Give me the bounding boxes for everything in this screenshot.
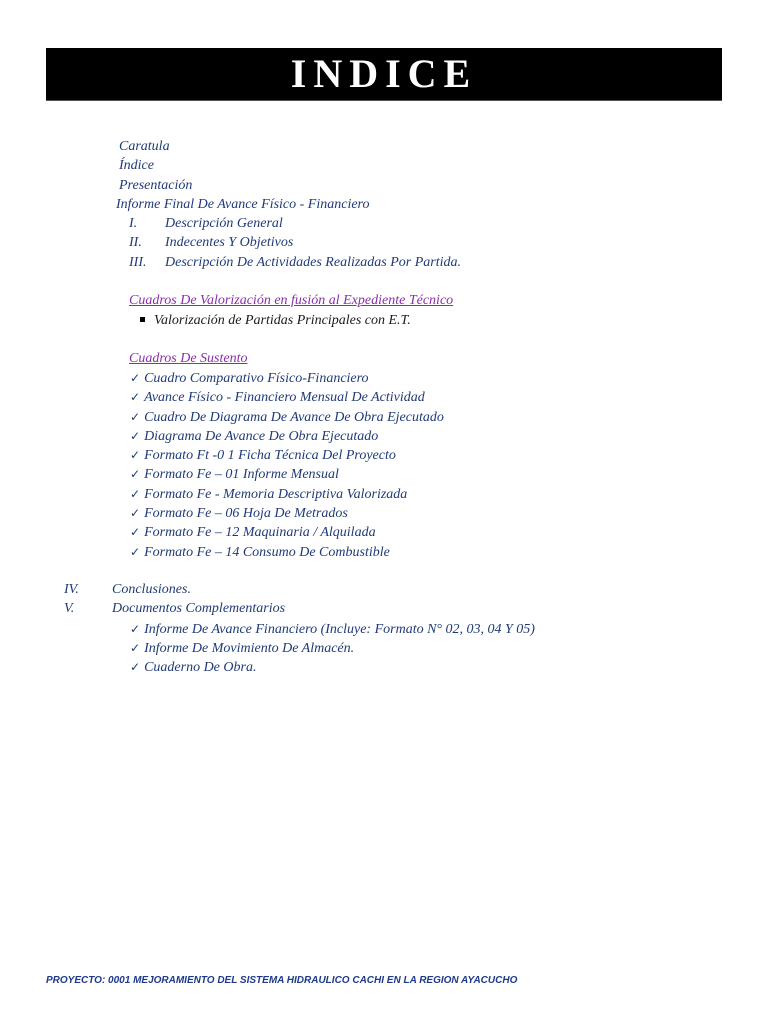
page-title: INDICE bbox=[290, 51, 478, 96]
check-icon: ✓ bbox=[130, 660, 141, 674]
check-icon: ✓ bbox=[130, 410, 141, 424]
list-item-label: Formato Fe - Memoria Descriptiva Valorizada bbox=[144, 487, 408, 502]
list-item-label: Formato Fe – 06 Hoja De Metrados bbox=[144, 506, 348, 521]
check-icon: ✓ bbox=[130, 506, 141, 520]
list-item-label: Formato Fe – 01 Informe Mensual bbox=[144, 467, 339, 482]
list-item bbox=[130, 639, 354, 658]
valorizacion-heading: Cuadros De Valorización en fusión al Expediente Técnico bbox=[129, 293, 454, 308]
check-icon: ✓ bbox=[130, 545, 141, 559]
list-item-label: Informe De Avance Financiero (Incluye: Formato N° 02, 03, 04 Y 05) bbox=[144, 622, 535, 637]
section-numeral: II. bbox=[129, 235, 142, 250]
list-item-label: Avance Físico - Financiero Mensual De Actividad bbox=[144, 390, 425, 405]
check-icon: ✓ bbox=[130, 487, 141, 501]
section-numeral: V. bbox=[64, 601, 75, 616]
check-icon: ✓ bbox=[130, 525, 141, 539]
list-item bbox=[130, 369, 369, 388]
list-item-label: Formato Fe – 14 Consumo De Combustible bbox=[144, 545, 390, 560]
section-label: Conclusiones. bbox=[112, 582, 191, 597]
section-label: Indecentes Y Objetivos bbox=[165, 235, 294, 250]
sustento-heading: Cuadros De Sustento bbox=[129, 351, 248, 366]
list-item bbox=[130, 658, 256, 677]
section-numeral: III. bbox=[129, 255, 147, 270]
list-item-label: Cuadro Comparativo Físico-Financiero bbox=[144, 371, 369, 386]
section-label: Documentos Complementarios bbox=[112, 601, 286, 616]
project-footer: PROYECTO: 0001 MEJORAMIENTO DEL SISTEMA HIDRAULICO CACHI EN LA REGION AYACUCHO bbox=[46, 975, 518, 986]
list-item bbox=[140, 312, 411, 330]
list-item bbox=[130, 620, 535, 639]
index-item-indice: Índice bbox=[119, 158, 154, 173]
check-icon: ✓ bbox=[130, 448, 141, 462]
section-label: Descripción De Actividades Realizadas Por Partida. bbox=[165, 255, 462, 270]
list-item bbox=[130, 408, 444, 427]
list-item bbox=[130, 523, 376, 542]
check-icon: ✓ bbox=[130, 467, 141, 481]
index-item-caratula: Caratula bbox=[119, 139, 170, 154]
check-icon: ✓ bbox=[130, 622, 141, 636]
list-item-label: Formato Fe – 12 Maquinaria / Alquilada bbox=[144, 525, 376, 540]
list-item-label: Diagrama De Avance De Obra Ejecutado bbox=[144, 429, 379, 444]
list-item bbox=[130, 427, 378, 446]
list-item bbox=[130, 504, 348, 523]
section-numeral: IV. bbox=[64, 582, 79, 597]
section-label: Descripción General bbox=[165, 216, 283, 231]
list-item bbox=[130, 446, 396, 465]
list-item bbox=[130, 485, 407, 504]
index-item-presentacion: Presentación bbox=[119, 178, 193, 193]
index-item-informe-final: Informe Final De Avance Físico - Financiero bbox=[116, 197, 370, 212]
section-numeral: I. bbox=[129, 216, 138, 231]
check-icon: ✓ bbox=[130, 641, 141, 655]
check-icon: ✓ bbox=[130, 429, 141, 443]
title-banner bbox=[46, 48, 722, 101]
list-item-label: Informe De Movimiento De Almacén. bbox=[144, 641, 355, 656]
check-icon: ✓ bbox=[130, 371, 141, 385]
list-item bbox=[130, 465, 339, 484]
list-item-label: Cuaderno De Obra. bbox=[144, 660, 257, 675]
list-item-label: Cuadro De Diagrama De Avance De Obra Ejecutado bbox=[144, 410, 444, 425]
list-item-label: Valorización de Partidas Principales con E.T. bbox=[154, 313, 411, 328]
list-item bbox=[130, 543, 390, 562]
list-item bbox=[130, 388, 425, 407]
check-icon: ✓ bbox=[130, 390, 141, 404]
list-item-label: Formato Ft -0 1 Ficha Técnica Del Proyecto bbox=[144, 448, 396, 463]
square-bullet-icon bbox=[140, 317, 145, 322]
